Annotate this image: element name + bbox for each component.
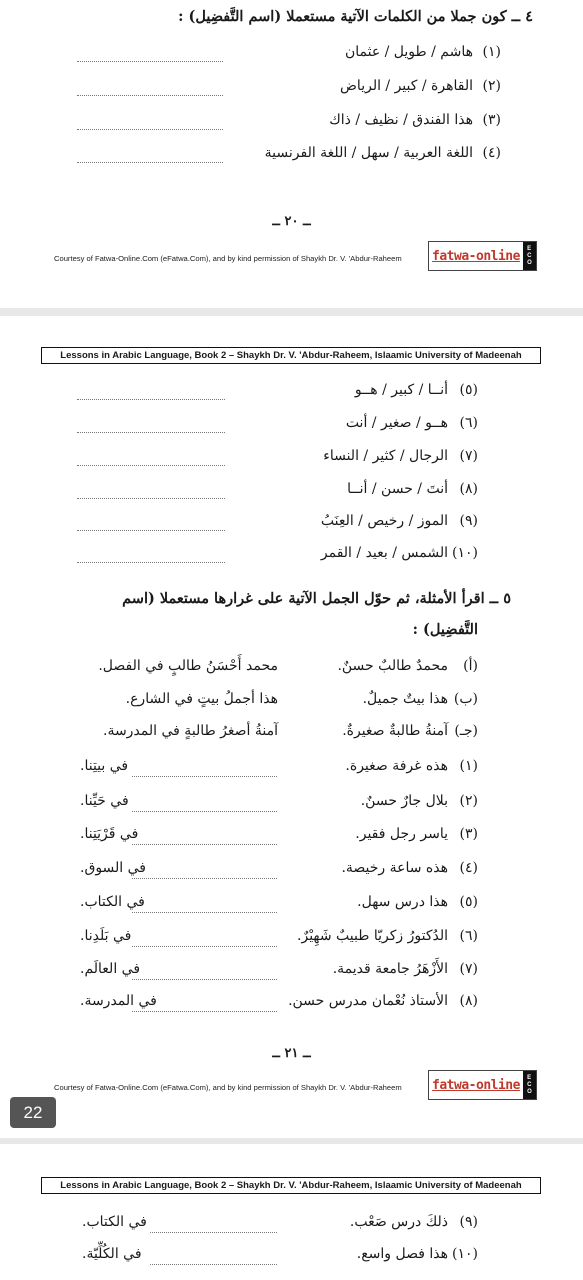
exercise-4-item-4 [265,145,473,161]
exercise-5-heading-cont: التَّفضِيل) : [412,621,478,638]
exercise-suffix: في الكتاب. [82,1214,147,1230]
exercise-number: (٣) [459,826,478,842]
exercise-suffix: في حَيِّنا. [80,793,129,809]
item-number: (٢) [482,78,501,94]
exercise-5-heading: ٥ ــ اقرأ الأمثلة، ثم حوّل الجمل الآتية على غرارها مستعملا (اسم [122,590,511,607]
page-21 [0,316,583,1138]
item-number: (٤) [482,145,501,161]
item-number: (١) [482,44,501,60]
logo-text: fatwa-online [432,248,520,264]
item-text: هاشم / طويل / عثمان [344,44,473,60]
item-text: أنتَ / حسن / أنــا [347,481,448,497]
fatwa-online-logo [428,1070,537,1100]
answer-line [132,946,277,947]
example-number: (جـ) [454,723,478,739]
exercise-number: (٢) [459,793,478,809]
exercise-sentence: ذلكَ درس صَعْب. [349,1214,448,1230]
item-text: القاهرة / كبير / الرياض [340,78,473,94]
item-number: (٧) [459,448,478,464]
exercise-number: (١) [459,758,478,774]
exercise-sentence: هذه ساعة رخيصة. [341,860,448,876]
exercise-suffix: في قَرْيَتِنا. [80,826,139,842]
logo-mark-icon: E C O [523,242,536,270]
example-sentence: آمنةُ طالبةٌ صغيرةٌ. [342,723,448,739]
exercise-4-item-5 [355,382,448,398]
logo-mark-icon: E C O [523,1071,536,1099]
answer-line [132,979,277,980]
item-text: هذا الفندق / نظيف / ذاك [329,112,473,128]
exercise-4-item-1 [345,44,473,60]
item-number: (٩) [459,513,478,529]
exercise-sentence: ياسر رجل فقير. [355,826,448,842]
page-gap [0,308,583,316]
answer-line [132,878,277,879]
example-answer: هذا أجملُ بيتٍ في الشارع. [125,691,278,707]
exercise-suffix: في العالَم. [80,961,141,977]
page-22 [0,1144,583,1280]
exercise-4-item-8 [347,481,448,497]
example-sentence: هذا بيتٌ جميلٌ. [362,691,448,707]
book-banner: Lessons in Arabic Language, Book 2 – Shaykh Dr. V. 'Abdur-Raheem, Islaamic University of Madeenah [41,347,541,364]
item-number: (٨) [459,481,478,497]
exercise-number: (٧) [459,961,478,977]
exercise-sentence: بلال جارٌ حسنٌ. [360,793,448,809]
page-number: ــ ٢٠ ــ [272,214,311,229]
courtesy-note: Courtesy of Fatwa-Online.Com (eFatwa.Com), and by kind permission of Shaykh Dr. V. 'Abdur-Raheem [54,1083,402,1092]
book-banner: Lessons in Arabic Language, Book 2 – Shaykh Dr. V. 'Abdur-Raheem, Islaamic University of Madeenah [41,1177,541,1194]
item-number: (١٠) [452,545,478,561]
answer-line [132,912,277,913]
answer-line [132,844,277,845]
exercise-sentence: هذا فصل واسع. [356,1246,448,1262]
exercise-4-item-6 [346,415,448,431]
page-number: ــ ٢١ ــ [272,1046,311,1061]
exercise-number: (٥) [459,894,478,910]
answer-line [150,1232,277,1233]
answer-line [77,432,225,433]
exercise-number: (٨) [459,993,478,1009]
example-number: (أ) [463,658,478,674]
exercise-suffix: في الكُلِّيّة. [82,1246,142,1262]
example-sentence: محمدٌ طالبٌ حسنٌ. [337,658,448,674]
exercise-number: (٦) [459,928,478,944]
exercise-4-item-2 [340,78,473,94]
page-indicator-badge: 22 [10,1097,56,1128]
answer-line [77,498,225,499]
example-answer: محمد أَحْسَنُ طالبٍ في الفصل. [98,658,278,674]
answer-line [150,1264,277,1265]
exercise-sentence: هذا درس سهل. [357,894,448,910]
exercise-suffix: في الكتاب. [80,894,145,910]
exercise-suffix: في بَلَدِنا. [80,928,132,944]
logo-text: fatwa-online [432,1077,520,1093]
example-answer: آمنةُ أصغرُ طالبةٍ في المدرسة. [103,723,278,739]
exercise-sentence: هذه غرفة صغيرة. [345,758,448,774]
item-text: أنــا / كبير / هــو [354,382,448,398]
item-number: (٦) [459,415,478,431]
exercise-sentence: الدُكتورُ زكريّا طبيبٌ شَهِيْرٌ. [297,928,448,944]
exercise-sentence: الأَزْهَرُ جامعة قديمة. [332,961,448,977]
exercise-suffix: في بيتِنا. [80,758,129,774]
exercise-4-item-9 [321,513,448,529]
answer-line [77,129,223,130]
courtesy-note: Courtesy of Fatwa-Online.Com (eFatwa.Com), and by kind permission of Shaykh Dr. V. 'Abdur-Raheem [54,254,402,263]
exercise-suffix: في المدرسة. [80,993,157,1009]
exercise-4-item-7 [323,448,448,464]
exercise-sentence: الأستاذ نُعْمان مدرس حسن. [288,993,448,1009]
exercise-number: (١٠) [452,1246,478,1262]
item-text: هــو / صغير / أنت [345,415,448,431]
answer-line [132,776,277,777]
example-number: (ب) [453,691,478,707]
answer-line [77,562,225,563]
fatwa-online-logo [428,241,537,271]
answer-line [77,162,223,163]
item-number: (٥) [459,382,478,398]
exercise-number: (٤) [459,860,478,876]
item-text: الرجال / كثير / النساء [323,448,448,464]
answer-line [132,811,277,812]
item-text: الشمس / بعيد / القمر [320,545,448,561]
item-text: اللغة العربية / سهل / اللغة الفرنسية [264,145,473,161]
exercise-suffix: في السوق. [80,860,147,876]
exercise-4-heading: ٤ ــ كون جملا من الكلمات الآتية مستعملا (اسم التَّفضِيل) : [178,8,533,25]
answer-line [77,95,223,96]
answer-line [77,399,225,400]
exercise-4-item-3 [329,112,473,128]
answer-line [77,61,223,62]
answer-line [77,530,225,531]
answer-line [132,1011,277,1012]
item-number: (٣) [482,112,501,128]
answer-line [77,465,225,466]
item-text: الموز / رخيص / العِنَبُ [320,513,448,529]
exercise-4-item-10 [321,545,448,561]
exercise-number: (٩) [459,1214,478,1230]
page-20 [0,0,583,308]
